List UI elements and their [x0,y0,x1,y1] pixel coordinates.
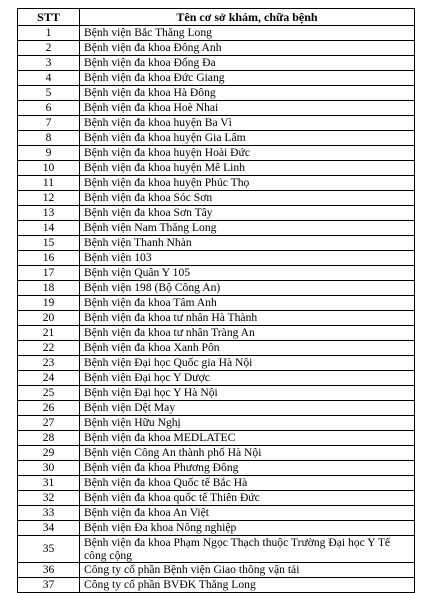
facility-name: Bệnh viện đa khoa tư nhân Tràng An [80,326,415,341]
column-header-stt: STT [18,9,80,26]
table-row [18,578,415,593]
facility-name: Bệnh viện 198 (Bộ Công An) [80,281,415,296]
facility-name: Bệnh viện Nam Thăng Long [80,221,415,236]
row-number: 27 [18,416,80,431]
table-row [18,251,415,266]
table-row [18,386,415,401]
row-number: 19 [18,296,80,311]
facility-name: Bệnh viện Bắc Thăng Long [80,26,415,41]
row-number: 13 [18,206,80,221]
row-number: 6 [18,101,80,116]
row-number: 22 [18,341,80,356]
row-number: 37 [18,578,80,593]
table-row [18,41,415,56]
table-row [18,146,415,161]
facility-name: Bệnh viện đa khoa Đông Anh [80,41,415,56]
row-number: 4 [18,71,80,86]
table-row [18,176,415,191]
table-row [18,206,415,221]
table-row [18,356,415,371]
facility-name: Bệnh viện đa khoa huyện Mê Linh [80,161,415,176]
row-number: 15 [18,236,80,251]
table-row [18,446,415,461]
facility-name: Bệnh viện đa khoa Tâm Anh [80,296,415,311]
row-number: 2 [18,41,80,56]
row-number: 9 [18,146,80,161]
table-row [18,236,415,251]
facility-name: Bệnh viện Đại học Y Dược [80,371,415,386]
facility-name: Bệnh viện đa khoa Đống Đa [80,56,415,71]
row-number: 28 [18,431,80,446]
facility-name: Bệnh viện Công An thành phố Hà Nội [80,446,415,461]
row-number: 30 [18,461,80,476]
row-number: 5 [18,86,80,101]
row-number: 23 [18,356,80,371]
facility-name: Bệnh viện đa khoa An Việt [80,506,415,521]
facility-name: Bệnh viện Dệt May [80,401,415,416]
row-number: 14 [18,221,80,236]
row-number: 32 [18,491,80,506]
row-number: 7 [18,116,80,131]
table-row [18,416,415,431]
table-row [18,341,415,356]
table-row [18,431,415,446]
column-header-name: Tên cơ sở khám, chữa bệnh [80,9,415,26]
table-row [18,371,415,386]
table-row [18,116,415,131]
facility-name: Bệnh viện đa khoa Quốc tế Bắc Hà [80,476,415,491]
facility-name: Bệnh viện đa khoa quốc tế Thiên Đức [80,491,415,506]
hospital-table [17,8,415,593]
facility-name: Bệnh viện đa khoa huyện Phúc Thọ [80,176,415,191]
row-number: 26 [18,401,80,416]
table-row [18,26,415,41]
facility-name: Bệnh viện đa khoa huyện Hoài Đức [80,146,415,161]
table-row [18,71,415,86]
row-number: 12 [18,191,80,206]
facility-name: Bệnh viện đa khoa MEDLATEC [80,431,415,446]
table-row [18,536,415,563]
facility-name: Bệnh viện đa khoa huyện Gia Lâm [80,131,415,146]
table-row [18,86,415,101]
row-number: 11 [18,176,80,191]
table-row [18,266,415,281]
facility-name: Bệnh viện Quân Y 105 [80,266,415,281]
facility-name: Công ty cổ phần BVĐK Thăng Long [80,578,415,593]
row-number: 36 [18,563,80,578]
table-row [18,476,415,491]
row-number: 33 [18,506,80,521]
facility-name: Bệnh viện đa khoa Sơn Tây [80,206,415,221]
row-number: 10 [18,161,80,176]
table-row [18,101,415,116]
table-row [18,401,415,416]
row-number: 16 [18,251,80,266]
facility-name: Bệnh viện đa khoa Hoè Nhai [80,101,415,116]
table-row [18,281,415,296]
facility-name: Bệnh viện Đại học Quốc gia Hà Nội [80,356,415,371]
facility-name: Bệnh viện đa khoa Phạm Ngọc Thạch thuộc Trường Đại học Y Tế công cộng [80,536,415,563]
facility-name: Bệnh viện 103 [80,251,415,266]
table-row [18,461,415,476]
row-number: 25 [18,386,80,401]
row-number: 3 [18,56,80,71]
table-row [18,521,415,536]
table-row [18,191,415,206]
facility-name: Bệnh viện Hữu Nghị [80,416,415,431]
row-number: 20 [18,311,80,326]
row-number: 24 [18,371,80,386]
row-number: 17 [18,266,80,281]
table-row [18,326,415,341]
facility-name: Bệnh viện đa khoa Đức Giang [80,71,415,86]
table-row [18,563,415,578]
facility-name: Bệnh viện đa khoa Hà Đông [80,86,415,101]
facility-name: Bệnh viện đa khoa Xanh Pôn [80,341,415,356]
table-row [18,221,415,236]
hospital-table-container [17,8,414,593]
row-number: 29 [18,446,80,461]
row-number: 34 [18,521,80,536]
row-number: 31 [18,476,80,491]
table-row [18,131,415,146]
row-number: 35 [18,536,80,563]
facility-name: Bệnh viện đa khoa Phương Đông [80,461,415,476]
table-row [18,296,415,311]
facility-name: Bệnh viện đa khoa Sóc Sơn [80,191,415,206]
table-row [18,506,415,521]
row-number: 8 [18,131,80,146]
table-row [18,491,415,506]
row-number: 21 [18,326,80,341]
row-number: 18 [18,281,80,296]
facility-name: Bệnh viện đa khoa huyện Ba Vì [80,116,415,131]
facility-name: Bệnh viện Đa khoa Nông nghiệp [80,521,415,536]
facility-name: Bệnh viện Thanh Nhàn [80,236,415,251]
table-row [18,311,415,326]
table-header-row [18,9,415,26]
facility-name: Bệnh viện đa khoa tư nhân Hà Thành [80,311,415,326]
facility-name: Công ty cổ phần Bệnh viện Giao thông vận tải [80,563,415,578]
table-row [18,161,415,176]
facility-name: Bệnh viện Đại học Y Hà Nội [80,386,415,401]
row-number: 1 [18,26,80,41]
table-row [18,56,415,71]
